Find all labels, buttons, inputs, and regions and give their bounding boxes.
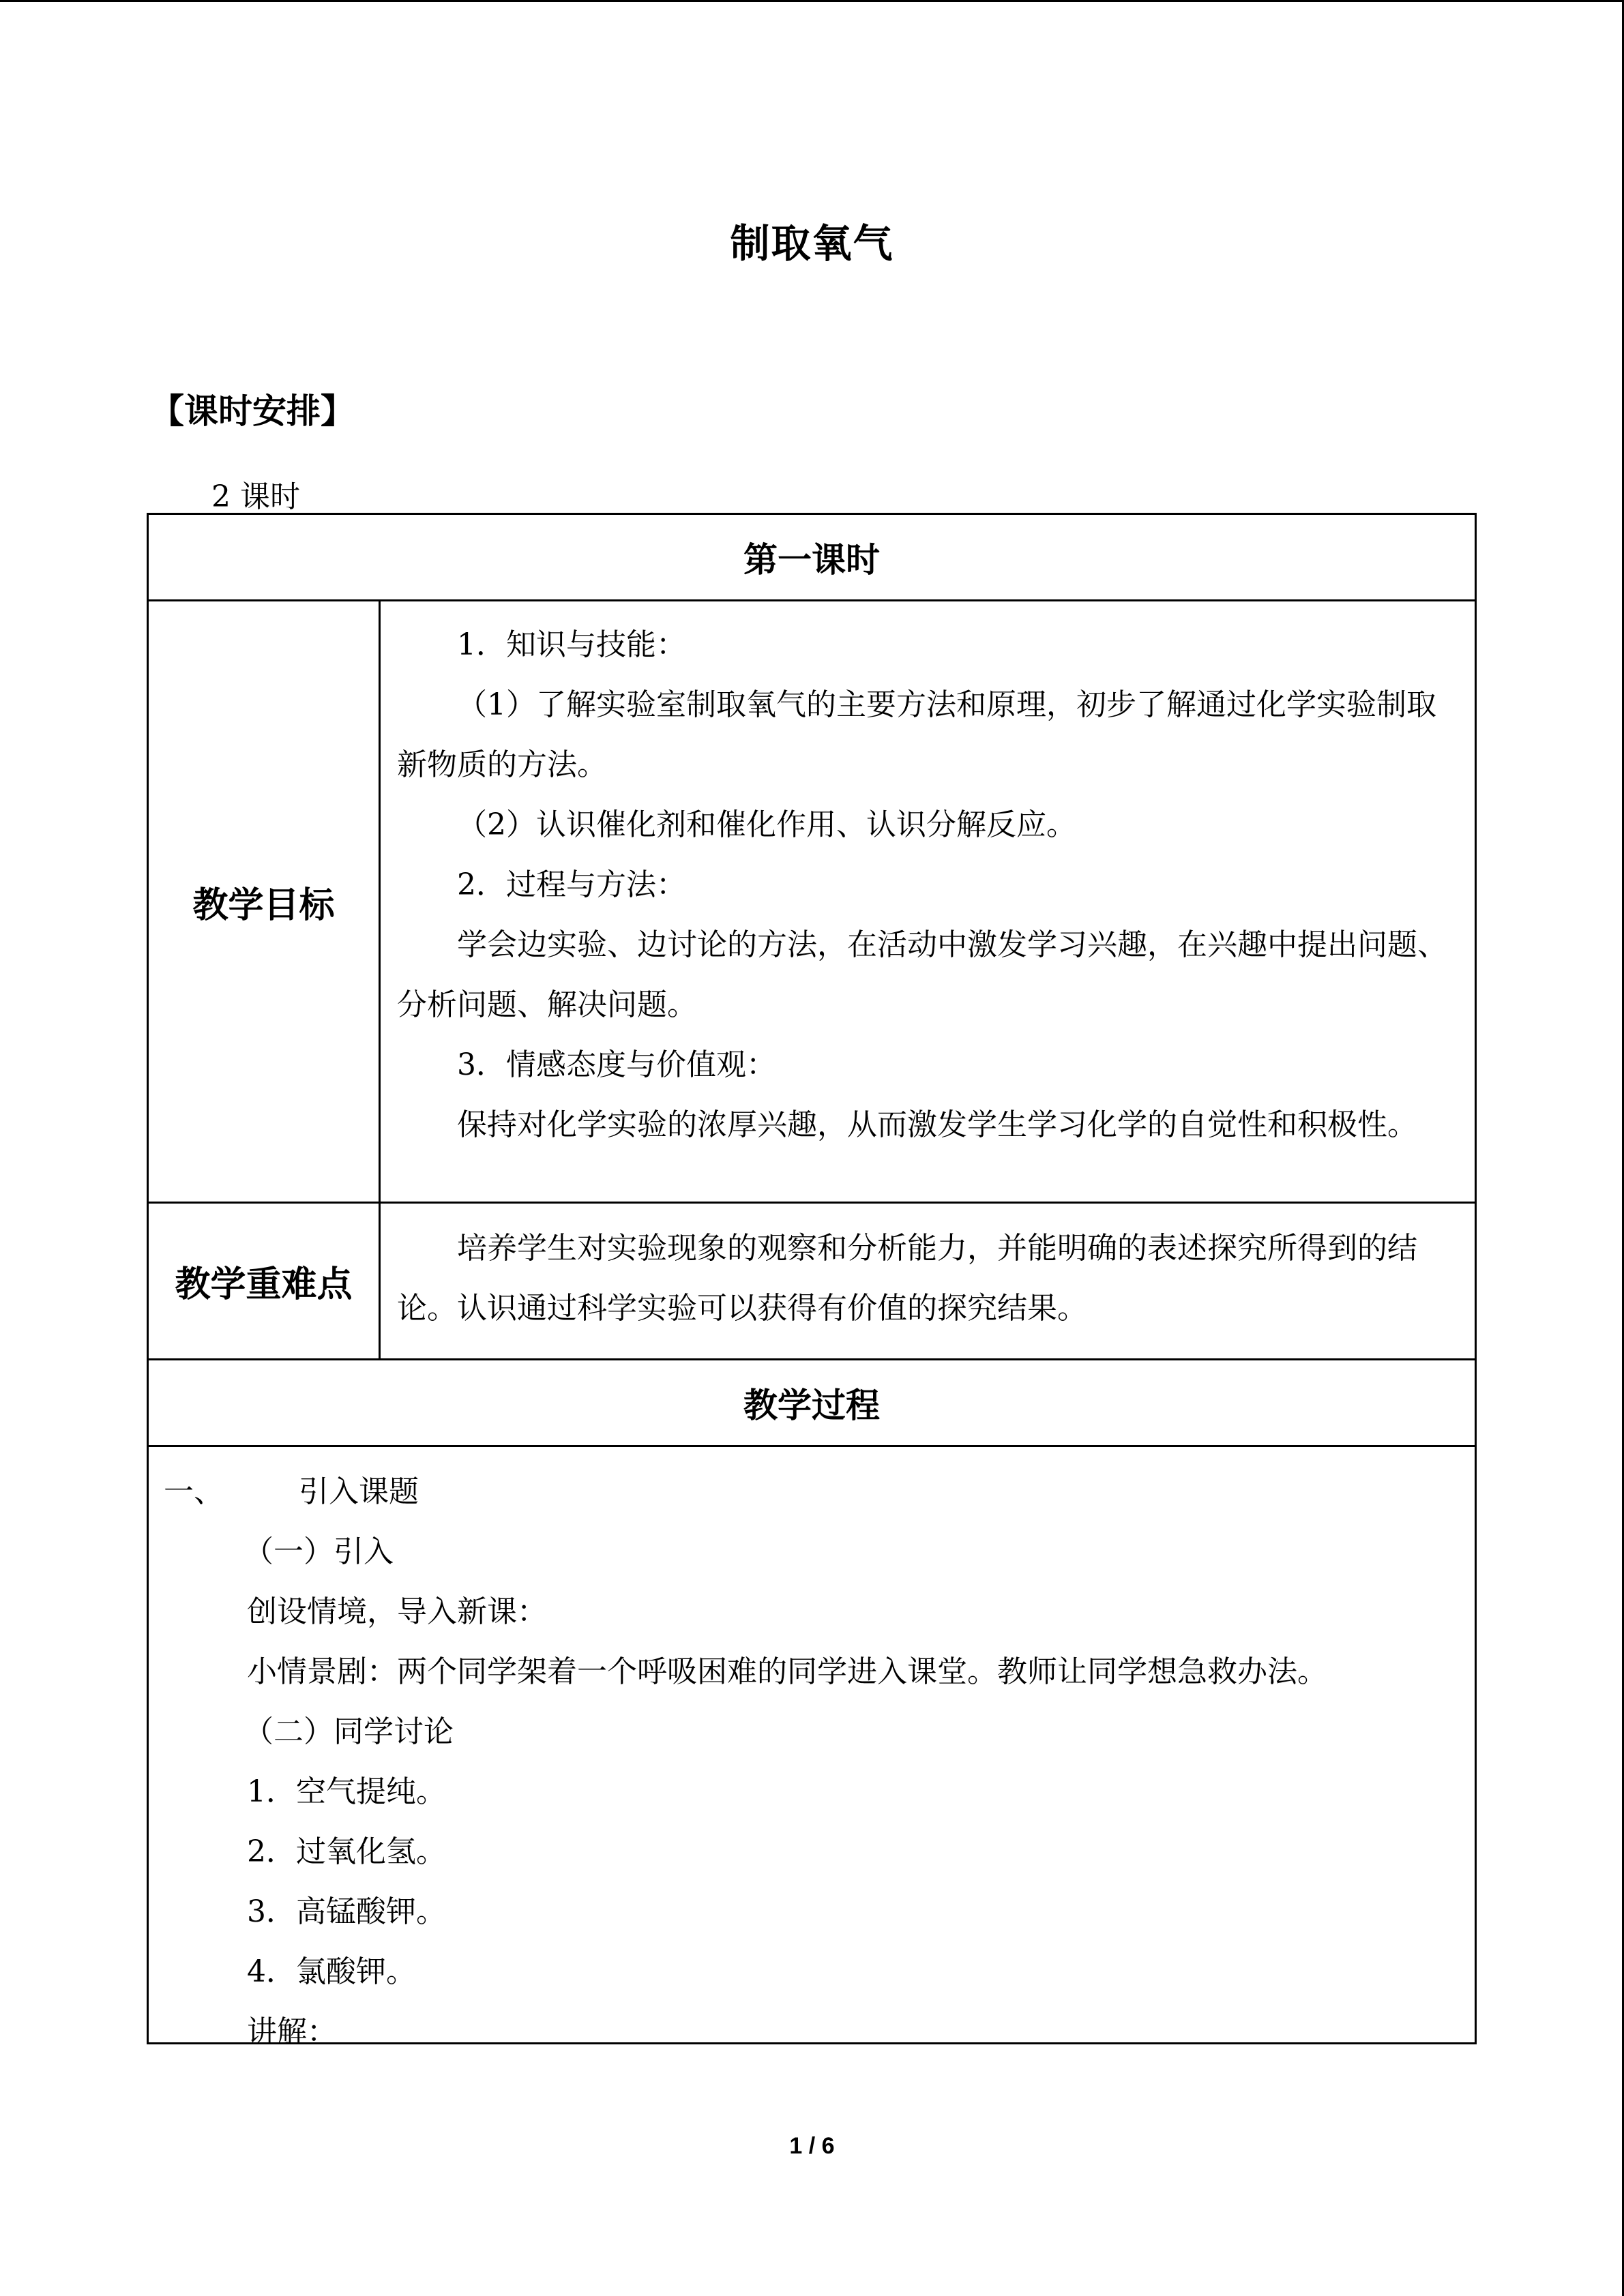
process-line: 2．过氧化氢。 xyxy=(247,1834,446,1869)
first-lesson-header-row xyxy=(149,515,1475,601)
process-line: 创设情境，导入新课： xyxy=(247,1594,547,1629)
process-header-row xyxy=(149,1360,1475,1447)
objective-line: （1）了解实验室制取氧气的主要方法和原理，初步了解通过化学实验制取新物质的方法。 xyxy=(397,687,1436,782)
key-points-content xyxy=(381,1204,1475,1358)
process-section-text: 引入课题 xyxy=(299,1474,419,1509)
process-row xyxy=(149,1447,1475,2049)
page-number: 1 / 6 xyxy=(789,2133,835,2159)
process-line: 3．高锰酸钾。 xyxy=(247,1894,446,1929)
objectives-label: 教学目标 xyxy=(149,601,381,1202)
objective-line: 3．情感态度与价值观： xyxy=(457,1047,776,1082)
objective-line: 保持对化学实验的浓厚兴趣，从而激发学生学习化学的自觉性和积极性。 xyxy=(457,1107,1417,1142)
process-section-number: 一、 xyxy=(164,1474,224,1509)
process-line: （一）引入 xyxy=(243,1534,394,1569)
process-section-title xyxy=(164,1462,1460,1522)
process-header: 教学过程 xyxy=(743,1385,880,1425)
objective-line: （2）认识催化剂和催化作用、认识分解反应。 xyxy=(457,807,1076,842)
key-points-label: 教学重难点 xyxy=(149,1204,381,1358)
process-line: （二）同学讨论 xyxy=(243,1714,454,1749)
objectives-content xyxy=(381,601,1475,1202)
objectives-row xyxy=(149,601,1475,1204)
document-title: 制取氧气 xyxy=(730,220,894,267)
lesson-plan-table xyxy=(147,513,1477,2049)
lesson-count: 2 课时 xyxy=(211,479,300,514)
objective-line: 2．过程与方法： xyxy=(457,867,686,902)
objective-line: 学会边实验、边讨论的方法，在活动中激发学习兴趣，在兴趣中提出问题、分析问题、解决问题。 xyxy=(397,927,1447,1022)
process-line: 1．空气提纯。 xyxy=(247,1774,446,1809)
process-line: 讲解： xyxy=(247,2014,337,2049)
process-line: 小情景剧：两个同学架着一个呼吸困难的同学进入课堂。教师让同学想急救办法。 xyxy=(247,1654,1327,1689)
key-points-row xyxy=(149,1204,1475,1360)
page-border xyxy=(0,0,1624,2)
schedule-heading: 【课时安排】 xyxy=(150,391,355,431)
objective-line: 1．知识与技能： xyxy=(457,627,686,662)
key-points-text: 培养学生对实验现象的观察和分析能力，并能明确的表述探究所得到的结论。认识通过科学实验可以获得有价值的探究结果。 xyxy=(397,1231,1417,1326)
process-content xyxy=(149,1447,1475,2049)
process-line: 4．氯酸钾。 xyxy=(247,1954,416,1989)
first-lesson-header: 第一课时 xyxy=(743,539,880,580)
